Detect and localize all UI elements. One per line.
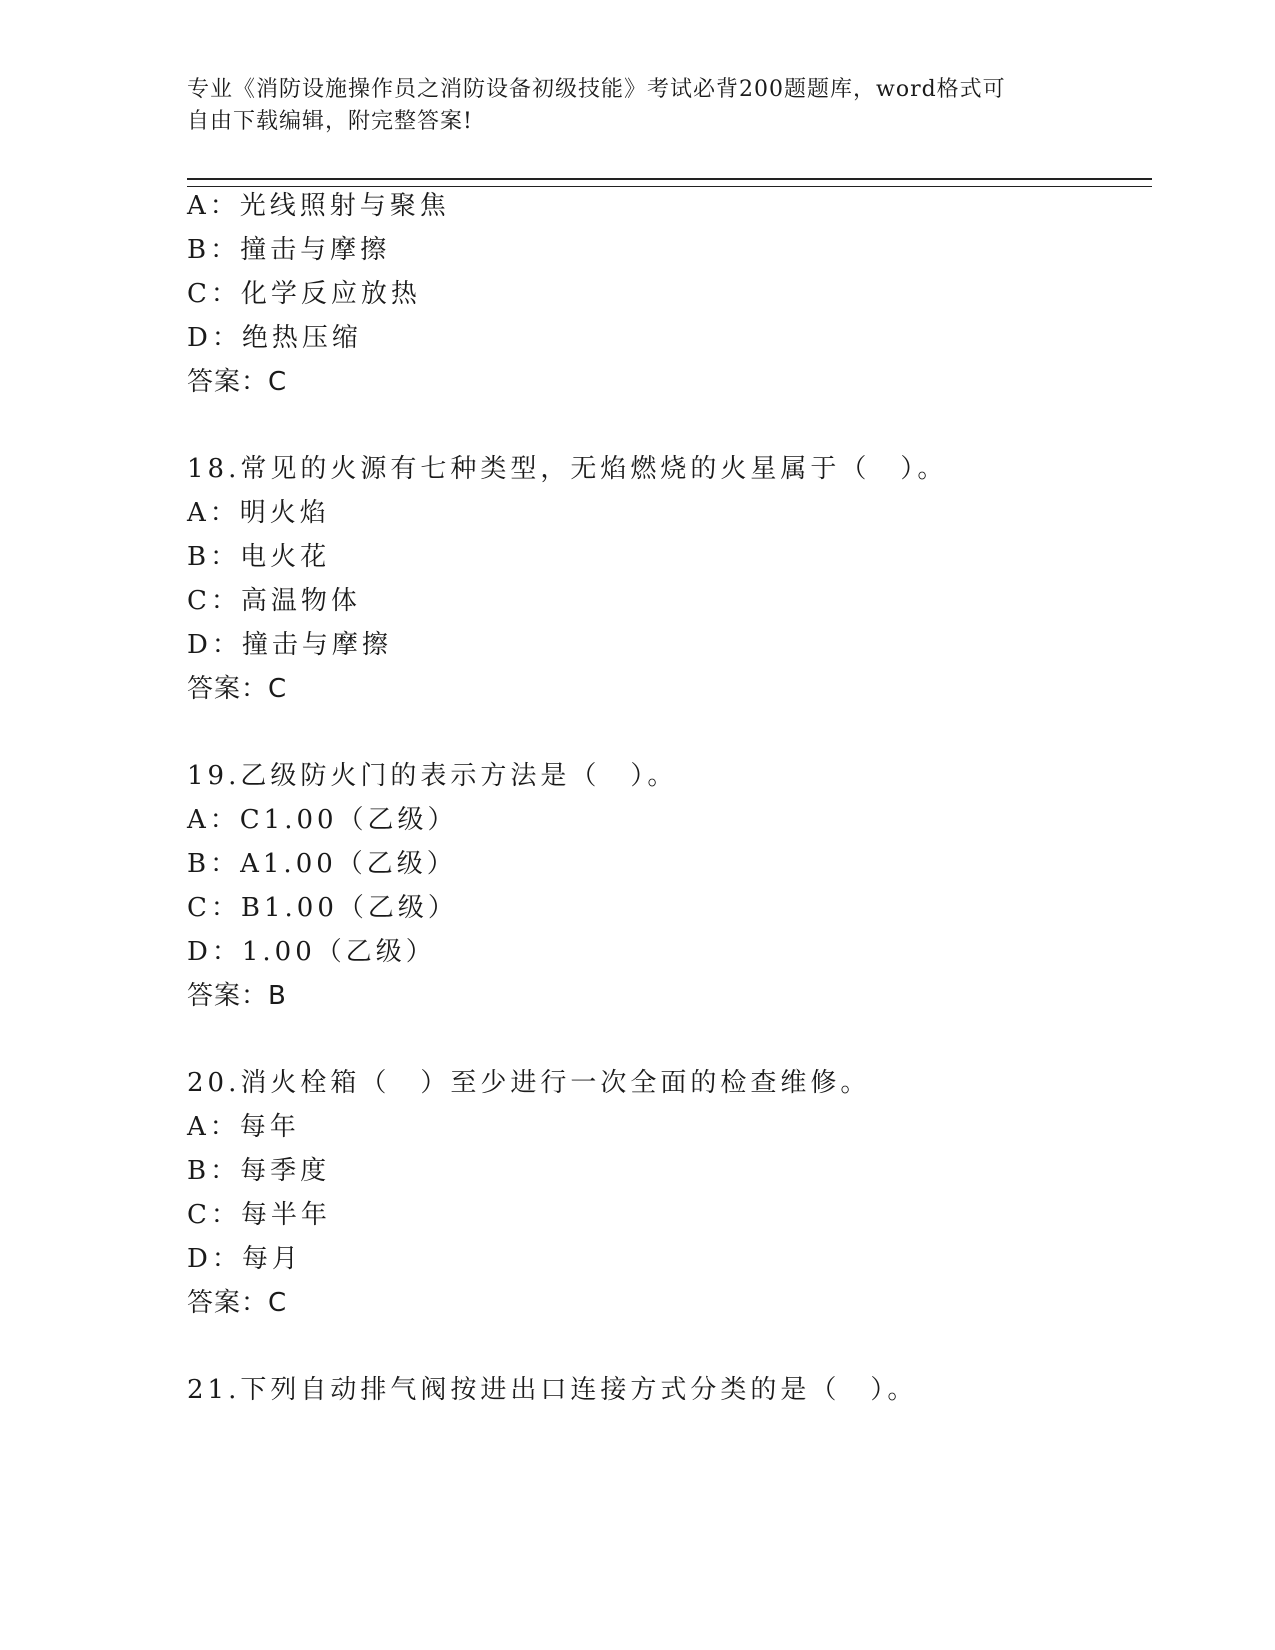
question-21-text: 21.下列自动排气阀按进出口连接方式分类的是（ ）。 <box>187 1375 918 1405</box>
question-18-option-b: B：电火花 <box>187 542 331 572</box>
question-19-option-a: A：C1.00（乙级） <box>187 805 458 835</box>
prev-option-a: A：光线照射与聚焦 <box>187 191 450 221</box>
header-line-1: 专业《消防设施操作员之消防设备初级技能》考试必背200题题库，word格式可 <box>187 77 1006 102</box>
prev-option-b: B：撞击与摩擦 <box>187 235 391 265</box>
question-19-text: 19.乙级防火门的表示方法是（ ）。 <box>187 761 678 791</box>
question-20-text: 20.消火栓箱（ ）至少进行一次全面的检查维修。 <box>187 1068 871 1098</box>
header-line-2: 自由下载编辑，附完整答案! <box>187 109 473 134</box>
question-20-option-b: B：每季度 <box>187 1156 331 1186</box>
question-18-answer: 答案：C <box>187 674 288 704</box>
question-19-option-c: C：B1.00（乙级） <box>187 893 458 923</box>
question-19-option-b: B：A1.00（乙级） <box>187 849 457 879</box>
question-20-answer: 答案：C <box>187 1288 288 1318</box>
question-19-option-d: D：1.00（乙级） <box>187 937 436 967</box>
question-20-option-c: C：每半年 <box>187 1200 331 1230</box>
question-20-option-a: A：每年 <box>187 1112 300 1142</box>
document-header <box>187 74 1067 138</box>
question-18-option-a: A：明火焰 <box>187 498 330 528</box>
prev-option-c: C：化学反应放热 <box>187 279 421 309</box>
question-18-option-c: C：高温物体 <box>187 586 361 616</box>
question-19-answer: 答案：B <box>187 981 287 1011</box>
question-20-option-d: D：每月 <box>187 1244 302 1274</box>
prev-answer: 答案：C <box>187 367 288 397</box>
header-divider <box>187 178 1152 187</box>
question-18-option-d: D：撞击与摩擦 <box>187 630 392 660</box>
prev-option-d: D：绝热压缩 <box>187 323 362 353</box>
question-18-text: 18.常见的火源有七种类型，无焰燃烧的火星属于（ ）。 <box>187 454 948 484</box>
